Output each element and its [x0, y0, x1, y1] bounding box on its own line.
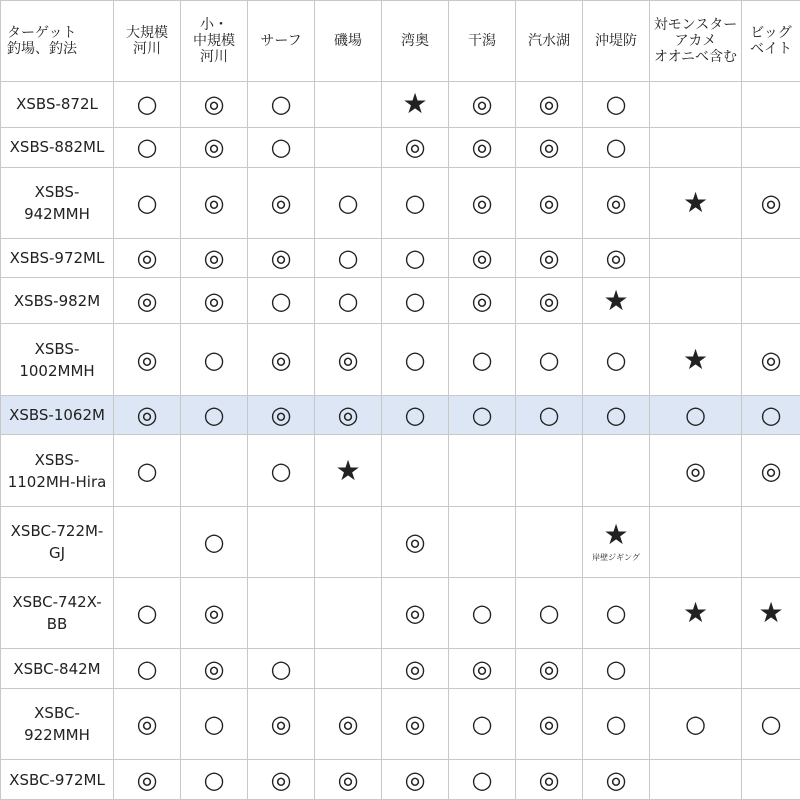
model-name: XSBC-842M [1, 649, 114, 689]
rating-cell [742, 506, 800, 577]
rating-cell [114, 577, 181, 648]
circle-icon: ○ [471, 765, 493, 794]
rating-cell [449, 167, 516, 238]
double-circle-icon: ◎ [270, 345, 292, 374]
rating-cell [114, 435, 181, 506]
rating-cell [742, 127, 800, 167]
double-circle-icon: ◎ [270, 765, 292, 794]
header-column-2: 小・ 中規模 河川 [181, 1, 248, 82]
rating-cell [742, 238, 800, 278]
model-name: XSBS-872L [1, 82, 114, 128]
circle-icon: ○ [471, 710, 493, 739]
rating-cell [650, 278, 742, 324]
circle-icon: ○ [605, 710, 627, 739]
rating-cell [181, 577, 248, 648]
rating-cell [181, 324, 248, 395]
double-circle-icon: ◎ [538, 710, 560, 739]
rating-cell [742, 395, 800, 435]
rating-cell [742, 278, 800, 324]
rating-cell [650, 167, 742, 238]
double-circle-icon: ◎ [337, 401, 359, 430]
rating-cell [315, 760, 382, 800]
table-row [1, 435, 800, 506]
rating-cell [516, 127, 583, 167]
rating-cell [583, 167, 650, 238]
rating-cell [181, 278, 248, 324]
rating-cell [114, 127, 181, 167]
star-icon: ★ [758, 596, 784, 630]
rating-cell [583, 278, 650, 324]
model-name: XSBS- 1102MH-Hira [1, 435, 114, 506]
circle-icon: ○ [203, 345, 225, 374]
rating-cell [650, 577, 742, 648]
header-column-1: 大規模 河川 [114, 1, 181, 82]
circle-icon: ○ [404, 286, 426, 315]
rating-cell [742, 649, 800, 689]
rating-cell [248, 506, 315, 577]
rating-cell [315, 82, 382, 128]
rating-cell [742, 324, 800, 395]
star-icon: ★ [682, 342, 709, 376]
rating-cell [650, 760, 742, 800]
circle-icon: ○ [270, 90, 292, 119]
rating-cell [583, 82, 650, 128]
table-row [1, 760, 800, 800]
rating-cell [516, 278, 583, 324]
circle-icon: ○ [136, 133, 158, 162]
double-circle-icon: ◎ [605, 188, 627, 217]
rating-cell [382, 238, 449, 278]
star-icon: ★ [603, 517, 629, 551]
rating-cell [650, 395, 742, 435]
rating-cell [583, 238, 650, 278]
rating-cell [114, 649, 181, 689]
star-icon: ★ [603, 283, 629, 317]
cell-note: 岸壁ジギング [592, 552, 640, 562]
rating-cell [449, 82, 516, 128]
circle-icon: ○ [203, 710, 225, 739]
rating-cell [583, 760, 650, 800]
double-circle-icon: ◎ [760, 456, 782, 485]
rating-cell [382, 82, 449, 128]
model-name: XSBS-1062M [1, 395, 114, 435]
circle-icon: ○ [538, 345, 560, 374]
model-name: XSBC- 922MMH [1, 688, 114, 759]
double-circle-icon: ◎ [270, 710, 292, 739]
rating-cell [248, 688, 315, 759]
double-circle-icon: ◎ [203, 599, 225, 628]
rating-cell [382, 324, 449, 395]
double-circle-icon: ◎ [538, 90, 560, 119]
rating-cell [382, 577, 449, 648]
rating-cell [449, 649, 516, 689]
circle-icon: ○ [605, 599, 627, 628]
rating-cell [650, 506, 742, 577]
rating-cell [650, 127, 742, 167]
header-column-4: 磯場 [315, 1, 382, 82]
rating-cell [516, 577, 583, 648]
table-row [1, 649, 800, 689]
double-circle-icon: ◎ [270, 401, 292, 430]
rating-cell [181, 506, 248, 577]
circle-icon: ○ [605, 133, 627, 162]
double-circle-icon: ◎ [404, 765, 426, 794]
rating-cell [516, 395, 583, 435]
table-row [1, 324, 800, 395]
double-circle-icon: ◎ [760, 345, 782, 374]
rating-cell [181, 435, 248, 506]
header-column-10: ビッグ ベイト [742, 1, 800, 82]
circle-icon: ○ [136, 456, 158, 485]
rating-cell [583, 649, 650, 689]
rating-cell [583, 506, 650, 577]
double-circle-icon: ◎ [471, 244, 493, 273]
rating-cell [650, 649, 742, 689]
double-circle-icon: ◎ [337, 710, 359, 739]
rating-cell [248, 577, 315, 648]
double-circle-icon: ◎ [471, 90, 493, 119]
double-circle-icon: ◎ [605, 765, 627, 794]
double-circle-icon: ◎ [136, 765, 158, 794]
rating-cell [181, 649, 248, 689]
rating-cell [516, 324, 583, 395]
rating-cell [516, 82, 583, 128]
rating-cell [449, 238, 516, 278]
rating-cell [742, 577, 800, 648]
rating-cell [650, 238, 742, 278]
header-column-3: サーフ [248, 1, 315, 82]
circle-icon: ○ [605, 654, 627, 683]
double-circle-icon: ◎ [337, 345, 359, 374]
rating-cell [449, 760, 516, 800]
double-circle-icon: ◎ [203, 133, 225, 162]
table-row [1, 688, 800, 759]
rating-cell [742, 82, 800, 128]
circle-icon: ○ [538, 599, 560, 628]
rating-cell [181, 760, 248, 800]
circle-icon: ○ [605, 401, 627, 430]
model-name: XSBS- 1002MMH [1, 324, 114, 395]
rating-cell [248, 82, 315, 128]
circle-icon: ○ [270, 133, 292, 162]
table-row [1, 395, 800, 435]
rating-cell [449, 395, 516, 435]
rating-cell [248, 278, 315, 324]
double-circle-icon: ◎ [203, 244, 225, 273]
double-circle-icon: ◎ [760, 188, 782, 217]
circle-icon: ○ [203, 401, 225, 430]
rating-cell [248, 395, 315, 435]
rating-cell [315, 395, 382, 435]
rating-cell [382, 688, 449, 759]
circle-icon: ○ [136, 654, 158, 683]
rating-cell [650, 688, 742, 759]
rating-cell [181, 688, 248, 759]
table-body [1, 82, 800, 800]
rating-cell [315, 324, 382, 395]
circle-icon: ○ [136, 599, 158, 628]
rating-cell [248, 760, 315, 800]
star-icon: ★ [402, 87, 428, 121]
model-name: XSBC-742X- BB [1, 577, 114, 648]
double-circle-icon: ◎ [203, 286, 225, 315]
rating-cell [516, 688, 583, 759]
double-circle-icon: ◎ [538, 188, 560, 217]
table-row [1, 167, 800, 238]
rating-cell [114, 395, 181, 435]
circle-icon: ○ [685, 401, 706, 430]
rating-cell [449, 435, 516, 506]
header-column-7: 汽水湖 [516, 1, 583, 82]
double-circle-icon: ◎ [136, 345, 158, 374]
header-target-label: ターゲット 釣場、釣法 [1, 1, 114, 82]
model-name: XSBS-982M [1, 278, 114, 324]
double-circle-icon: ◎ [471, 286, 493, 315]
circle-icon: ○ [760, 710, 782, 739]
rating-cell [181, 395, 248, 435]
rating-cell [382, 649, 449, 689]
model-name: XSBS- 942MMH [1, 167, 114, 238]
circle-icon: ○ [404, 401, 426, 430]
rating-cell [516, 435, 583, 506]
rating-cell [449, 577, 516, 648]
rating-cell [516, 238, 583, 278]
rating-cell [114, 324, 181, 395]
rating-cell [114, 278, 181, 324]
circle-icon: ○ [605, 345, 627, 374]
rating-cell [181, 82, 248, 128]
double-circle-icon: ◎ [538, 244, 560, 273]
rating-cell [248, 324, 315, 395]
rating-cell [315, 506, 382, 577]
double-circle-icon: ◎ [337, 765, 359, 794]
header-column-8: 沖堤防 [583, 1, 650, 82]
header-column-5: 湾奥 [382, 1, 449, 82]
rating-cell [449, 688, 516, 759]
circle-icon: ○ [136, 188, 158, 217]
model-name: XSBC-972ML [1, 760, 114, 800]
circle-icon: ○ [471, 345, 493, 374]
double-circle-icon: ◎ [270, 244, 292, 273]
rating-cell [583, 324, 650, 395]
rating-cell [181, 167, 248, 238]
rating-cell [248, 127, 315, 167]
double-circle-icon: ◎ [538, 133, 560, 162]
double-circle-icon: ◎ [471, 133, 493, 162]
rating-cell [583, 688, 650, 759]
rating-cell [248, 649, 315, 689]
rating-cell [583, 577, 650, 648]
table-row [1, 127, 800, 167]
rating-cell [181, 238, 248, 278]
rating-cell [382, 278, 449, 324]
rating-cell [382, 435, 449, 506]
table-row [1, 506, 800, 577]
circle-icon: ○ [270, 456, 292, 485]
rating-cell [114, 82, 181, 128]
rating-cell [382, 167, 449, 238]
circle-icon: ○ [685, 710, 706, 739]
rating-cell [315, 167, 382, 238]
table-row [1, 238, 800, 278]
double-circle-icon: ◎ [685, 456, 706, 485]
rating-cell [449, 127, 516, 167]
double-circle-icon: ◎ [136, 710, 158, 739]
circle-icon: ○ [404, 345, 426, 374]
circle-icon: ○ [337, 286, 359, 315]
circle-icon: ○ [404, 188, 426, 217]
circle-icon: ○ [203, 765, 225, 794]
rating-cell [583, 435, 650, 506]
star-icon: ★ [682, 185, 709, 219]
double-circle-icon: ◎ [136, 286, 158, 315]
rating-cell [315, 127, 382, 167]
rating-cell [181, 127, 248, 167]
header-row [1, 1, 800, 82]
double-circle-icon: ◎ [404, 710, 426, 739]
rating-cell [248, 238, 315, 278]
rating-cell [315, 278, 382, 324]
circle-icon: ○ [337, 188, 359, 217]
rating-cell [650, 435, 742, 506]
rating-cell [583, 395, 650, 435]
rating-cell [114, 760, 181, 800]
rating-cell [382, 506, 449, 577]
model-name: XSBC-722M- GJ [1, 506, 114, 577]
rating-cell [449, 506, 516, 577]
rating-cell [248, 167, 315, 238]
model-name: XSBS-882ML [1, 127, 114, 167]
rating-cell [516, 506, 583, 577]
double-circle-icon: ◎ [404, 527, 426, 556]
rating-cell [650, 324, 742, 395]
rating-cell [382, 127, 449, 167]
circle-icon: ○ [270, 654, 292, 683]
rating-cell [114, 238, 181, 278]
rating-cell [315, 649, 382, 689]
model-name: XSBS-972ML [1, 238, 114, 278]
table-row [1, 577, 800, 648]
rating-cell [315, 435, 382, 506]
table-row [1, 82, 800, 128]
star-icon: ★ [335, 453, 361, 487]
double-circle-icon: ◎ [136, 244, 158, 273]
double-circle-icon: ◎ [203, 188, 225, 217]
double-circle-icon: ◎ [203, 90, 225, 119]
double-circle-icon: ◎ [136, 401, 158, 430]
rating-cell [315, 238, 382, 278]
rating-cell [382, 760, 449, 800]
rating-cell [742, 688, 800, 759]
double-circle-icon: ◎ [605, 244, 627, 273]
circle-icon: ○ [203, 527, 225, 556]
star-icon: ★ [682, 596, 709, 630]
rating-cell [114, 506, 181, 577]
header-column-9: 対モンスター アカメ オオニベ含む [650, 1, 742, 82]
rating-cell [382, 395, 449, 435]
double-circle-icon: ◎ [203, 654, 225, 683]
table-row [1, 278, 800, 324]
circle-icon: ○ [471, 599, 493, 628]
rating-cell [650, 82, 742, 128]
double-circle-icon: ◎ [471, 188, 493, 217]
rating-cell [516, 167, 583, 238]
rating-cell [583, 127, 650, 167]
double-circle-icon: ◎ [404, 599, 426, 628]
double-circle-icon: ◎ [404, 133, 426, 162]
double-circle-icon: ◎ [538, 765, 560, 794]
double-circle-icon: ◎ [270, 188, 292, 217]
circle-icon: ○ [270, 286, 292, 315]
double-circle-icon: ◎ [538, 654, 560, 683]
circle-icon: ○ [605, 90, 627, 119]
circle-icon: ○ [337, 244, 359, 273]
circle-icon: ○ [760, 401, 782, 430]
circle-icon: ○ [538, 401, 560, 430]
rating-cell [742, 760, 800, 800]
rating-cell [742, 435, 800, 506]
rating-cell [114, 167, 181, 238]
double-circle-icon: ◎ [471, 654, 493, 683]
rating-cell [315, 688, 382, 759]
circle-icon: ○ [404, 244, 426, 273]
double-circle-icon: ◎ [404, 654, 426, 683]
rating-cell [742, 167, 800, 238]
double-circle-icon: ◎ [538, 286, 560, 315]
rating-cell [449, 324, 516, 395]
rating-cell [449, 278, 516, 324]
header-column-6: 干潟 [449, 1, 516, 82]
rating-cell [516, 649, 583, 689]
rating-cell [516, 760, 583, 800]
rating-cell [114, 688, 181, 759]
rating-cell [315, 577, 382, 648]
circle-icon: ○ [471, 401, 493, 430]
circle-icon: ○ [136, 90, 158, 119]
rating-cell [248, 435, 315, 506]
